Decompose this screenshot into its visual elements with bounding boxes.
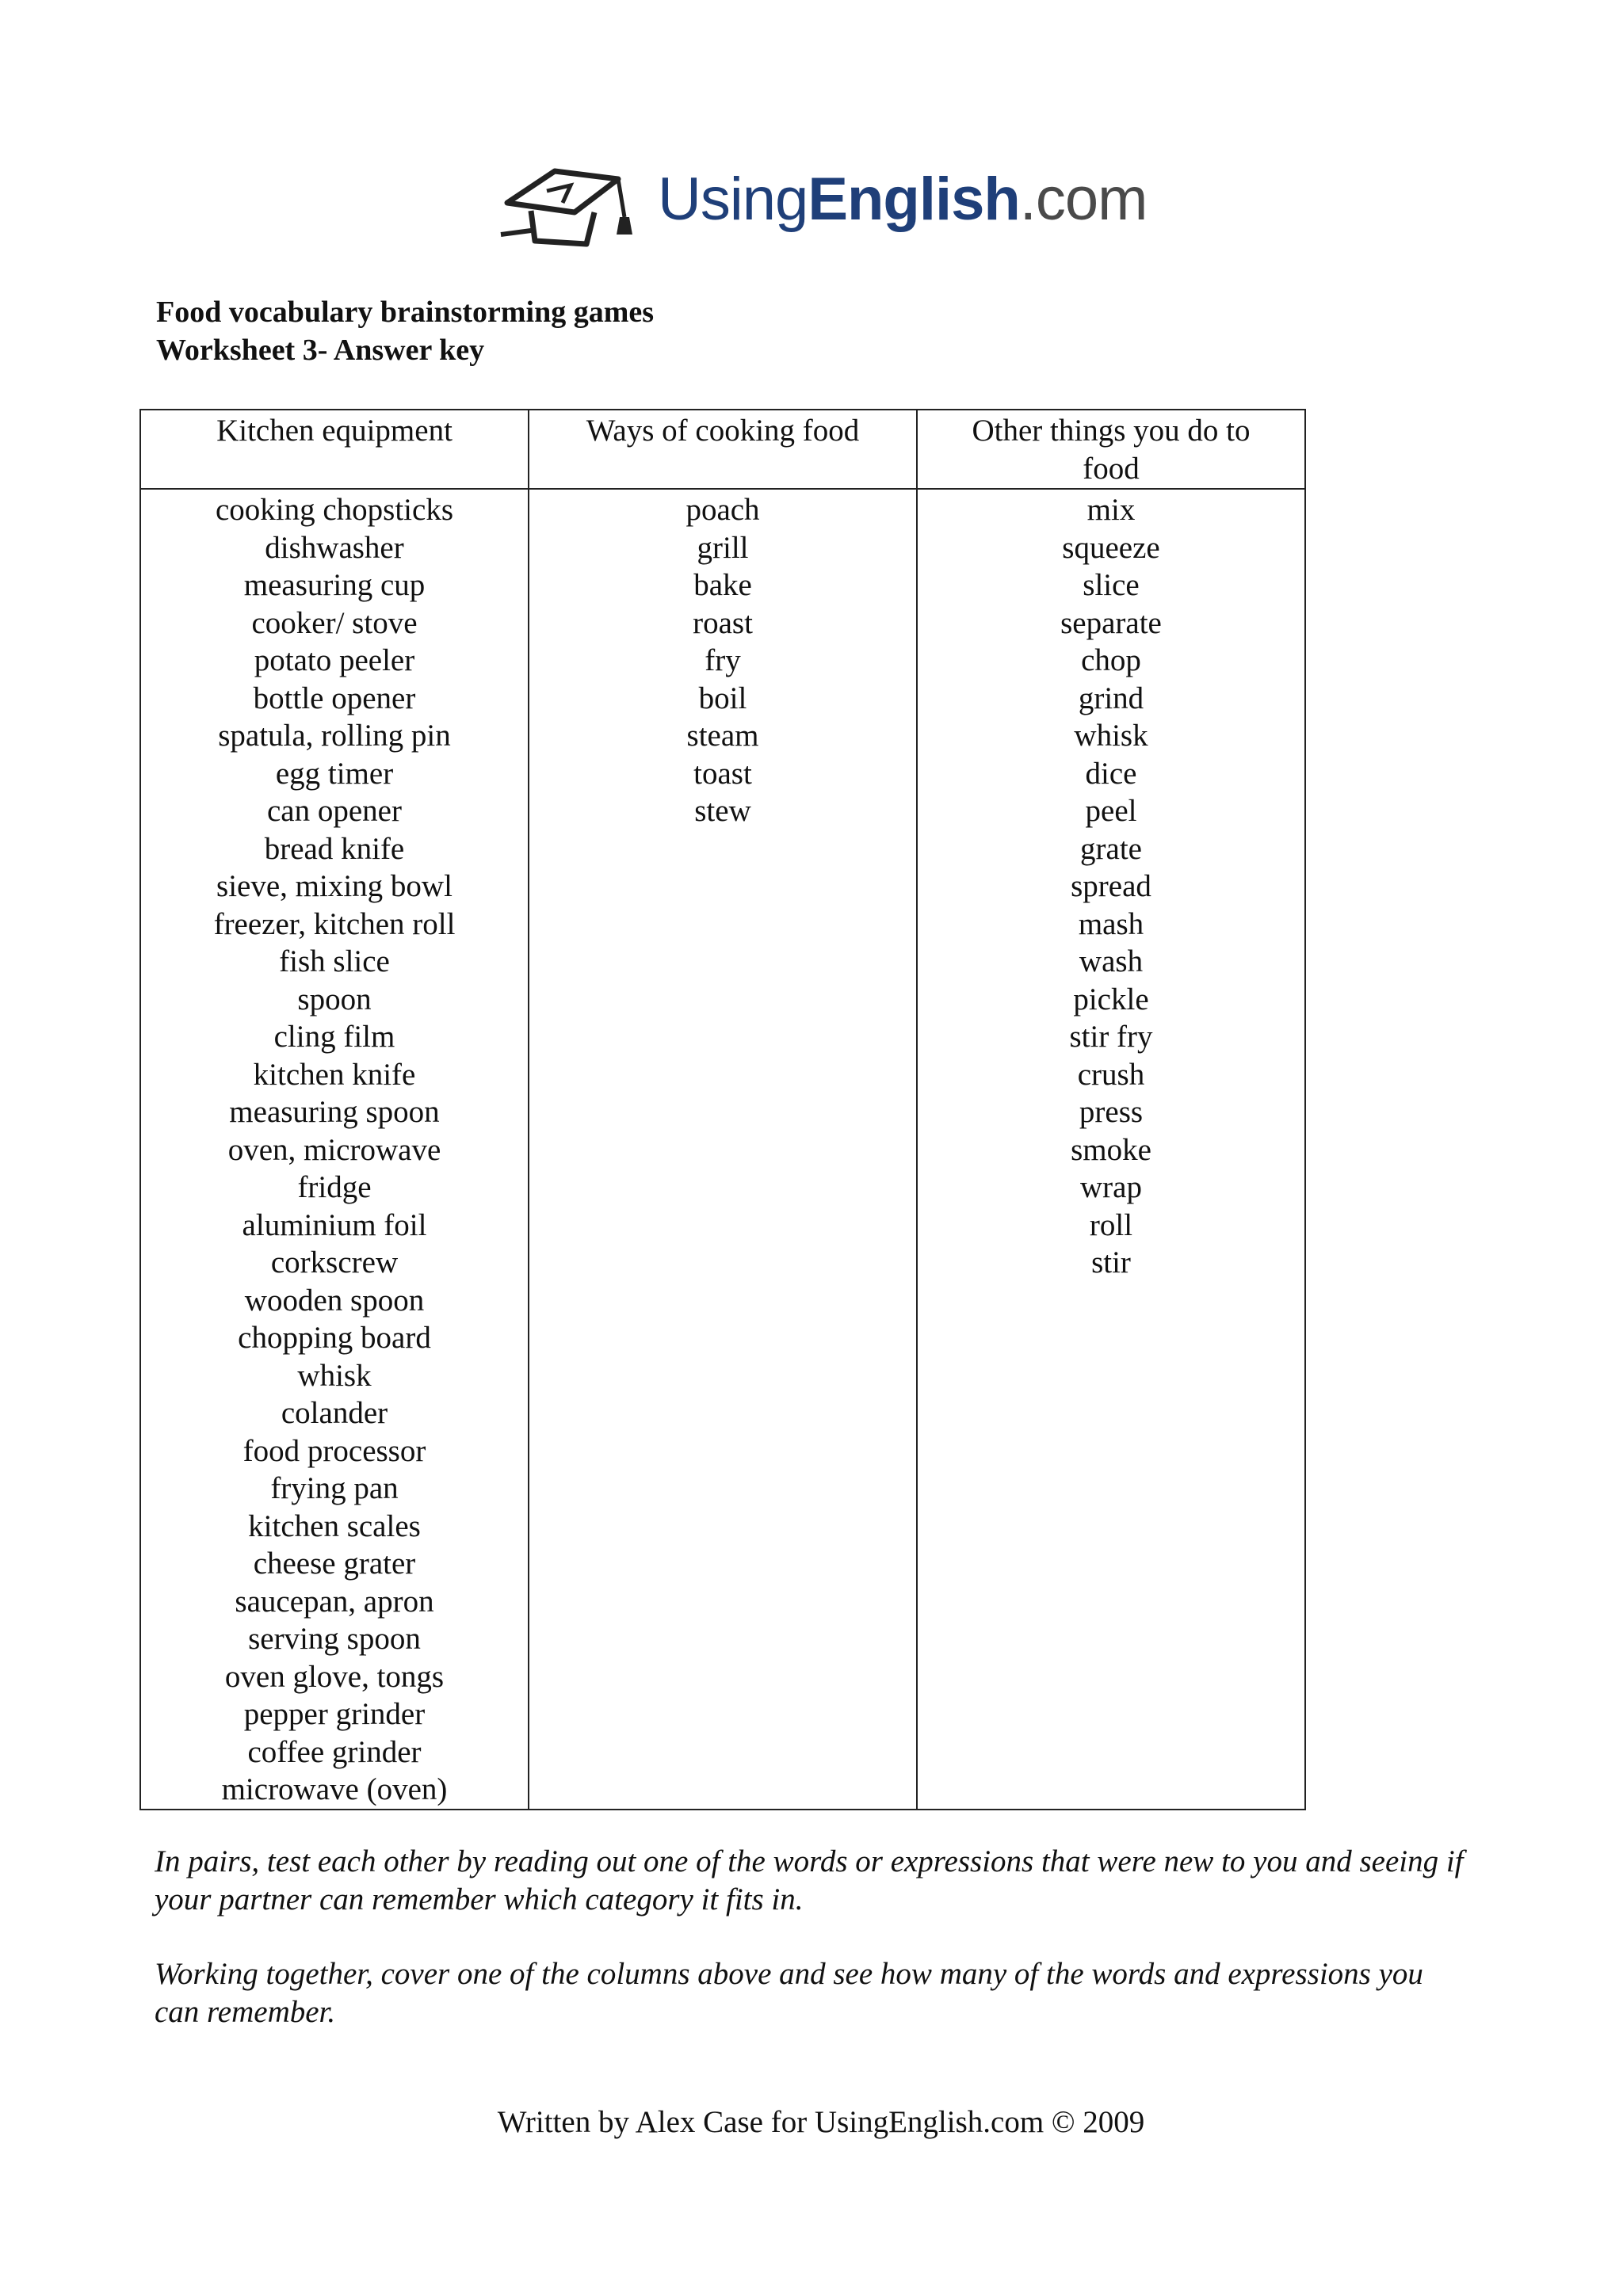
list-item: spread bbox=[1071, 869, 1151, 903]
list-item: steam bbox=[686, 719, 759, 753]
list-item: wrap bbox=[1080, 1170, 1142, 1204]
header-other-things: Other things you do to food bbox=[917, 410, 1305, 489]
list-item: separate bbox=[1060, 605, 1162, 640]
kitchen-equipment-column bbox=[140, 489, 529, 1810]
worksheet-heading bbox=[156, 293, 654, 369]
other-things-column bbox=[917, 489, 1305, 1810]
list-item: cooker/ stove bbox=[251, 605, 418, 640]
list-item: egg timer bbox=[275, 756, 394, 791]
list-item: toast bbox=[693, 756, 752, 791]
list-item: food processor bbox=[242, 1433, 426, 1468]
footer-credit: Written by Alex Case for UsingEnglish.com © 2009 bbox=[497, 2105, 1145, 2139]
logo-wordmark: UsingEnglish.com bbox=[658, 166, 1148, 233]
list-item: bread knife bbox=[264, 831, 405, 866]
list-item: whisk bbox=[1074, 719, 1148, 753]
list-item: pickle bbox=[1073, 982, 1149, 1016]
list-item: fish slice bbox=[279, 944, 390, 978]
answer-key-table bbox=[139, 409, 1306, 1810]
list-item: serving spoon bbox=[248, 1622, 421, 1656]
list-item: coffee grinder bbox=[247, 1734, 422, 1769]
worksheet-subtitle: Worksheet 3- Answer key bbox=[156, 334, 485, 367]
list-item: corkscrew bbox=[270, 1245, 399, 1280]
list-item: spoon bbox=[297, 982, 372, 1016]
list-item: fry bbox=[705, 643, 741, 677]
list-item: aluminium foil bbox=[242, 1207, 427, 1242]
worksheet-title: Food vocabulary brainstorming games bbox=[156, 296, 655, 329]
list-item: bake bbox=[693, 568, 752, 602]
list-item: peel bbox=[1085, 794, 1137, 828]
list-item: mix bbox=[1086, 493, 1136, 527]
list-item: cheese grater bbox=[253, 1547, 416, 1581]
pairs-instruction: In pairs, test each other by reading out one of the words or expressions that were new to you and seeing if your partner can remember which category it fits in. bbox=[155, 1844, 1464, 1917]
table-body-row bbox=[140, 489, 1305, 1810]
header-ways-of-cooking: Ways of cooking food bbox=[529, 410, 917, 489]
list-item: stew bbox=[694, 794, 751, 828]
list-item: freezer, kitchen roll bbox=[213, 906, 456, 941]
list-item: mash bbox=[1078, 906, 1144, 941]
list-item: can opener bbox=[267, 794, 402, 828]
list-item: roast bbox=[693, 605, 753, 640]
list-item: measuring spoon bbox=[229, 1095, 440, 1129]
list-item: chopping board bbox=[238, 1321, 431, 1355]
list-item: slice bbox=[1083, 568, 1140, 602]
list-item: grate bbox=[1080, 831, 1142, 866]
list-item: press bbox=[1079, 1095, 1144, 1129]
list-item: dishwasher bbox=[265, 530, 404, 565]
list-item: chop bbox=[1081, 643, 1141, 677]
list-item: whisk bbox=[297, 1358, 372, 1393]
list-item: smoke bbox=[1071, 1132, 1151, 1167]
list-item: measuring cup bbox=[243, 568, 426, 602]
list-item: grill bbox=[697, 530, 749, 565]
list-item: saucepan, apron bbox=[235, 1584, 434, 1619]
list-item: crush bbox=[1077, 1057, 1145, 1092]
list-item: squeeze bbox=[1062, 530, 1160, 565]
list-item: fridge bbox=[297, 1170, 372, 1204]
list-item: frying pan bbox=[270, 1471, 399, 1505]
list-item: cling film bbox=[273, 1020, 395, 1054]
list-item: dice bbox=[1085, 756, 1137, 791]
list-item: microwave (oven) bbox=[221, 1772, 448, 1806]
usingenglish-logo bbox=[499, 155, 1148, 258]
list-item: roll bbox=[1089, 1207, 1133, 1242]
list-item: wooden spoon bbox=[244, 1283, 425, 1318]
list-item: oven, microwave bbox=[227, 1132, 441, 1167]
list-item: stir bbox=[1091, 1245, 1131, 1280]
together-instruction: Working together, cover one of the columns above and see how many of the words and expressions you can remember. bbox=[155, 1957, 1423, 2029]
ways-of-cooking-column bbox=[529, 489, 917, 1810]
list-item: grind bbox=[1078, 681, 1144, 715]
list-item: pepper grinder bbox=[243, 1697, 426, 1731]
list-item: oven glove, tongs bbox=[224, 1659, 445, 1694]
list-item: potato peeler bbox=[254, 643, 415, 677]
list-item: stir fry bbox=[1069, 1020, 1153, 1054]
list-item: sieve, mixing bowl bbox=[216, 869, 453, 903]
list-item: cooking chopsticks bbox=[215, 493, 454, 527]
list-item: wash bbox=[1079, 944, 1144, 978]
list-item: kitchen scales bbox=[248, 1508, 421, 1543]
list-item: bottle opener bbox=[253, 681, 416, 715]
list-item: kitchen knife bbox=[253, 1057, 416, 1092]
graduation-cap-icon bbox=[499, 155, 658, 258]
header-kitchen-equipment: Kitchen equipment bbox=[140, 410, 529, 489]
list-item: poach bbox=[685, 493, 760, 527]
list-item: boil bbox=[698, 681, 747, 715]
list-item: colander bbox=[281, 1396, 388, 1430]
list-item: spatula, rolling pin bbox=[218, 719, 451, 753]
table-header-row bbox=[140, 410, 1305, 489]
